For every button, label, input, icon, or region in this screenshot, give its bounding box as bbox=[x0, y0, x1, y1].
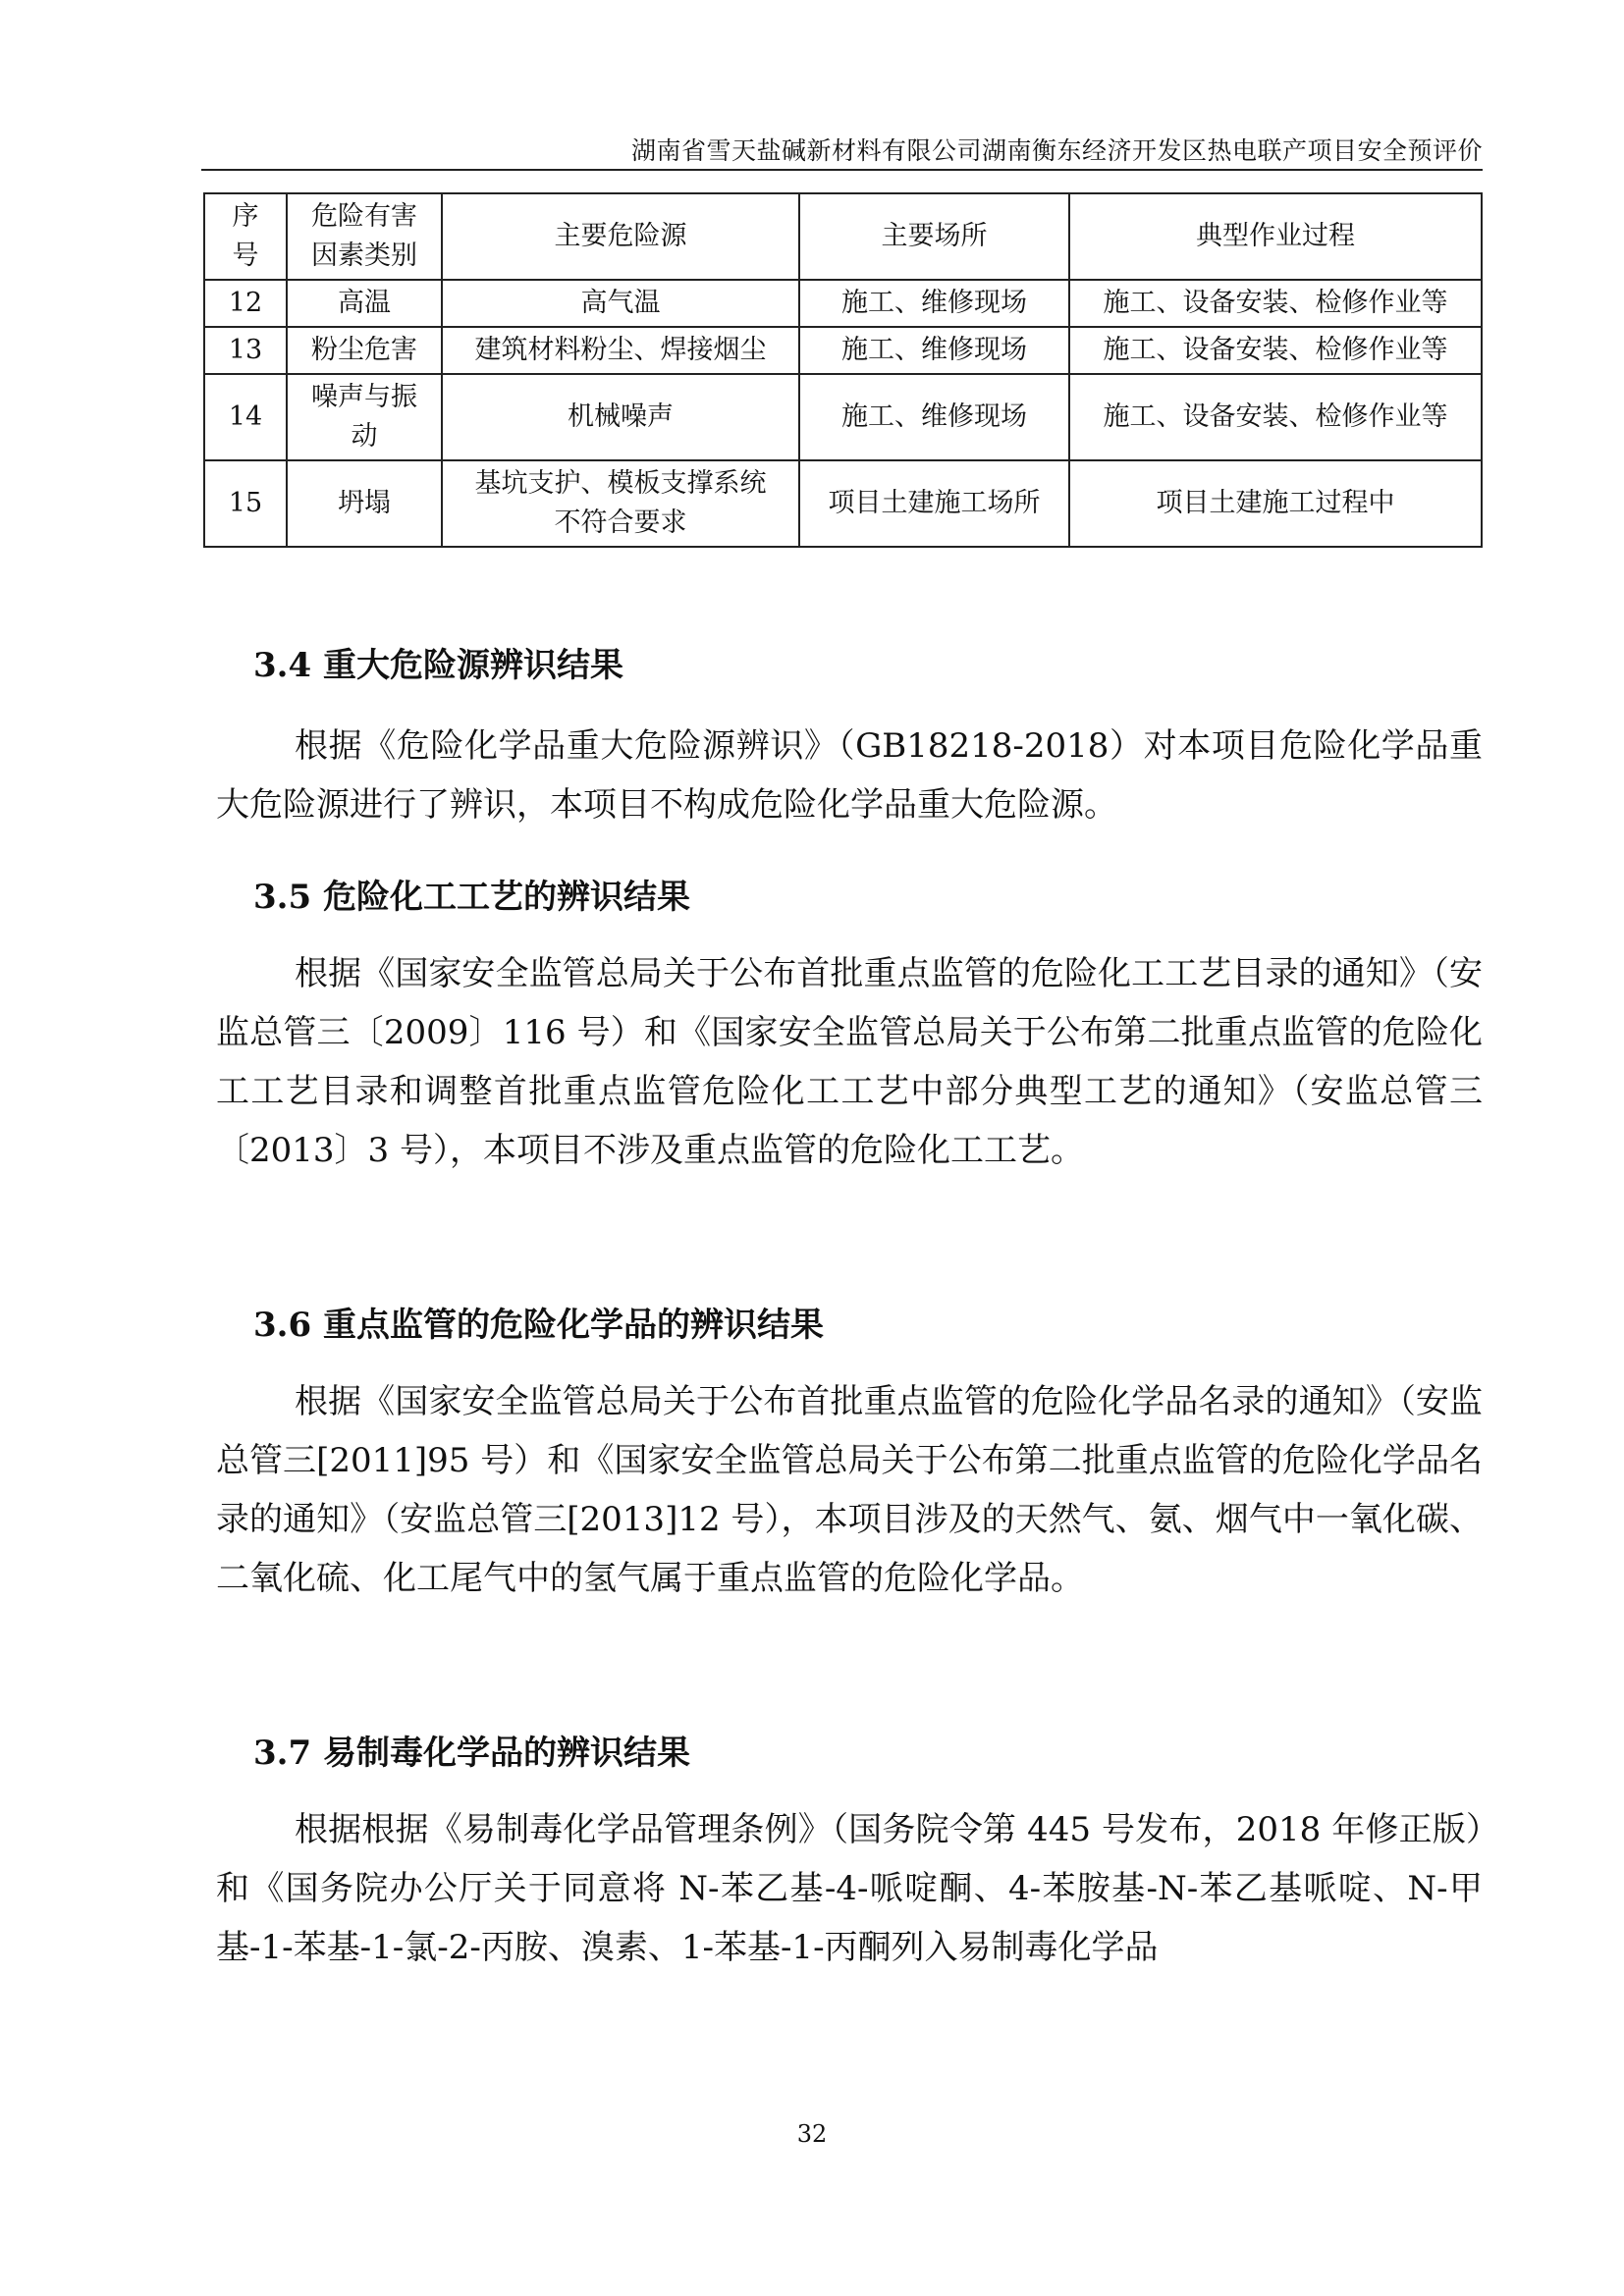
hazard-table bbox=[203, 192, 1483, 548]
cell-source: 机械噪声 bbox=[442, 374, 799, 460]
cell-category: 高温 bbox=[287, 280, 442, 327]
page-number: 32 bbox=[796, 2120, 828, 2148]
cell-place: 施工、维修现场 bbox=[799, 374, 1069, 460]
cell-category: 粉尘危害 bbox=[287, 327, 442, 374]
cell-process: 施工、设备安装、检修作业等 bbox=[1069, 327, 1482, 374]
header-process: 典型作业过程 bbox=[1069, 193, 1482, 280]
section-title-3-4: 3.4 重大危险源辨识结果 bbox=[253, 646, 623, 685]
cell-no: 12 bbox=[204, 280, 287, 327]
running-header: 湖南省雪天盐碱新材料有限公司湖南衡东经济开发区热电联产项目安全预评价 bbox=[630, 136, 1483, 165]
table-header-row bbox=[204, 193, 1482, 280]
cell-place: 施工、维修现场 bbox=[799, 327, 1069, 374]
section-body-3-4: 根据《危险化学品重大危险源辨识》（GB18218-2018）对本项目危险化学品重大危险源进行了辨识，本项目不构成危险化学品重大危险源。 bbox=[216, 726, 1483, 825]
cell-place: 项目土建施工场所 bbox=[799, 460, 1069, 547]
section-title-3-7: 3.7 易制毒化学品的辨识结果 bbox=[253, 1734, 690, 1773]
cell-place: 施工、维修现场 bbox=[799, 280, 1069, 327]
cell-source: 建筑材料粉尘、焊接烟尘 bbox=[442, 327, 799, 374]
table-row bbox=[204, 280, 1482, 327]
cell-no: 13 bbox=[204, 327, 287, 374]
header-rule bbox=[201, 169, 1483, 171]
cell-no: 14 bbox=[204, 374, 287, 460]
section-title-3-6: 3.6 重点监管的危险化学品的辨识结果 bbox=[253, 1306, 824, 1345]
cell-source: 高气温 bbox=[442, 280, 799, 327]
cell-process: 施工、设备安装、检修作业等 bbox=[1069, 280, 1482, 327]
cell-category: 坍塌 bbox=[287, 460, 442, 547]
header-no: 序 号 bbox=[204, 193, 287, 280]
section-body-3-7: 根据根据《易制毒化学品管理条例》（国务院令第 445 号发布，2018 年修正版）和《国务院办公厅关于同意将 N-苯乙基-4-哌啶酮、4-苯胺基-N-苯乙基哌啶、N-甲基-1-苯基-1-氯-2-丙胺、溴素、1-苯基-1-丙酮列入易制毒化学品 bbox=[216, 1810, 1483, 1967]
table-row bbox=[204, 374, 1482, 460]
cell-category: 噪声与振 动 bbox=[287, 374, 442, 460]
table-row bbox=[204, 460, 1482, 547]
header-category: 危险有害 因素类别 bbox=[287, 193, 442, 280]
table-row bbox=[204, 327, 1482, 374]
section-body-3-6: 根据《国家安全监管总局关于公布首批重点监管的危险化学品名录的通知》（安监总管三[2011]95 号）和《国家安全监管总局关于公布第二批重点监管的危险化学品名录的通知》（安监总管三[2013]12 号），本项目涉及的天然气、氨、烟气中一氧化碳、二氧化硫、化工尾气中的氢气属于重点监管的危险化学品。 bbox=[216, 1382, 1483, 1598]
header-place: 主要场所 bbox=[799, 193, 1069, 280]
cell-source: 基坑支护、模板支撑系统 不符合要求 bbox=[442, 460, 799, 547]
section-title-3-5: 3.5 危险化工工艺的辨识结果 bbox=[253, 878, 690, 917]
cell-no: 15 bbox=[204, 460, 287, 547]
section-body-3-5: 根据《国家安全监管总局关于公布首批重点监管的危险化工工艺目录的通知》（安监总管三〔2009〕116 号）和《国家安全监管总局关于公布第二批重点监管的危险化工工艺目录和调整首批重点监管危险化工工艺中部分典型工艺的通知》（安监总管三〔2013〕3 号），本项目不涉及重点监管的危险化工工艺。 bbox=[216, 954, 1483, 1170]
header-source: 主要危险源 bbox=[442, 193, 799, 280]
cell-process: 施工、设备安装、检修作业等 bbox=[1069, 374, 1482, 460]
cell-process: 项目土建施工过程中 bbox=[1069, 460, 1482, 547]
